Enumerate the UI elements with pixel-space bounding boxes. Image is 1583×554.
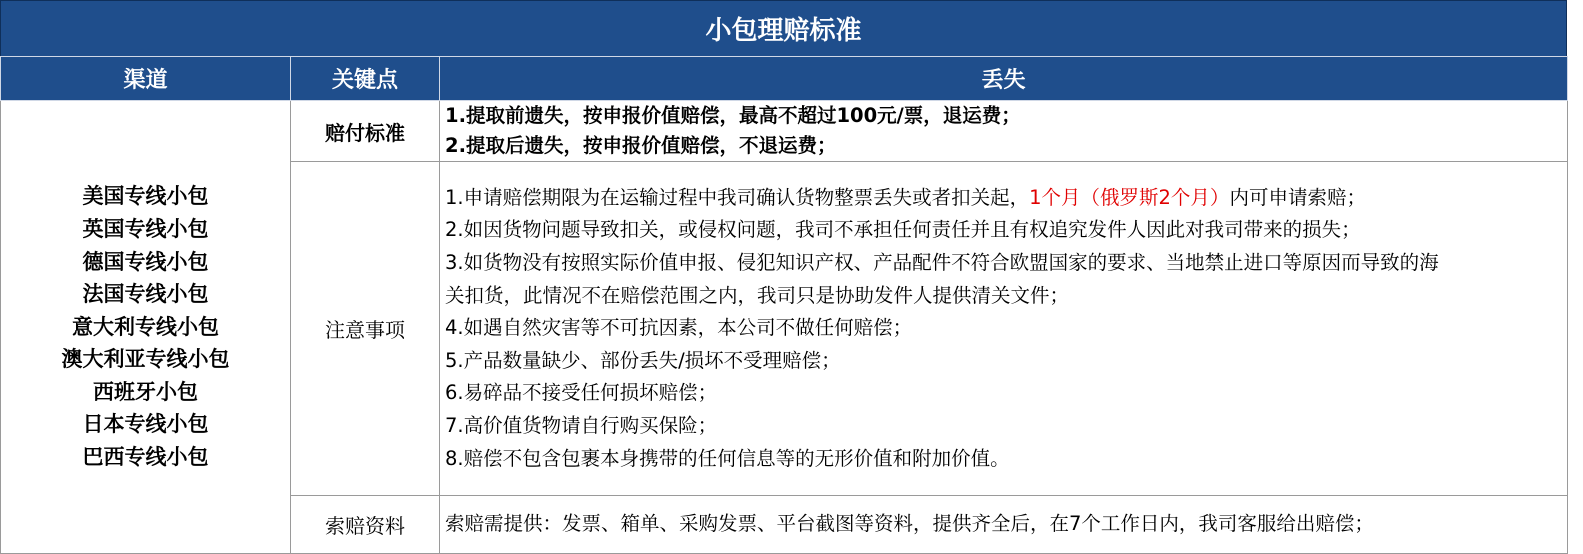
header-row — [1, 57, 1568, 101]
channel-item: 法国专线小包 — [82, 282, 209, 307]
note-line-8: 8.赔偿不包含包裹本身携带的任何信息等的无形价值和附加价值。 — [445, 446, 1010, 470]
key-claims: 索赔资料 — [291, 496, 440, 554]
note-line-3a: 3.如货物没有按照实际价值申报、侵犯知识产权、产品配件不符合欧盟国家的要求、当地禁止进口等原因而导致的海 — [445, 251, 1439, 275]
header-key-point: 关键点 — [291, 57, 440, 101]
note-line-1-text: 1.申请赔偿期限为在运输过程中我司确认货物整票丢失或者扣关起， — [445, 185, 1030, 209]
sheet-title: 小包理赔标准 — [0, 0, 1567, 56]
notes-content — [440, 162, 1568, 496]
note-line-7: 7.高价值货物请自行购买保险； — [445, 413, 718, 437]
note-line-3b: 关扣货，此情况不在赔偿范围之内，我司只是协助发件人提供清关文件； — [445, 283, 1070, 307]
channel-item: 英国专线小包 — [82, 216, 209, 241]
note-line-2: 2.如因货物问题导致扣关，或侵权问题，我司不承担任何责任并且有权追究发件人因此对我司带来的损失； — [445, 218, 1361, 242]
channel-item: 意大利专线小包 — [72, 314, 219, 339]
channel-item: 美国专线小包 — [82, 184, 209, 209]
compensation-line: 2.提取后遗失，按申报价值赔偿，不退运费； — [445, 134, 837, 157]
compensation-content — [440, 101, 1568, 162]
compensation-line: 1.提取前遗失，按申报价值赔偿，最高不超过100元/票，退运费； — [445, 104, 1021, 127]
note-line-6: 6.易碎品不接受任何损坏赔偿； — [445, 381, 718, 405]
channel-item: 澳大利亚专线小包 — [61, 347, 230, 372]
note-line-4: 4.如遇自然灾害等不可抗因素，本公司不做任何赔偿； — [445, 316, 913, 340]
header-channel: 渠道 — [1, 57, 291, 101]
channel-list-cell — [1, 101, 291, 554]
header-loss: 丢失 — [440, 57, 1568, 101]
key-compensation: 赔付标准 — [291, 101, 440, 162]
channel-item: 西班牙小包 — [93, 379, 198, 404]
note-deadline-highlight: 1个月（俄罗斯2个月） — [1029, 185, 1230, 209]
note-line-1 — [445, 182, 1567, 215]
compensation-row — [1, 101, 1568, 162]
claims-table — [0, 56, 1568, 554]
channel-item: 德国专线小包 — [82, 249, 209, 274]
note-line-1-tail: 内可申请索赔； — [1229, 185, 1366, 209]
claims-content: 索赔需提供：发票、箱单、采购发票、平台截图等资料，提供齐全后，在7个工作日内，我司客服给出赔偿； — [440, 496, 1568, 554]
key-notes: 注意事项 — [291, 162, 440, 496]
channel-item: 巴西专线小包 — [82, 445, 209, 470]
channel-item: 日本专线小包 — [82, 412, 209, 437]
note-line-5: 5.产品数量缺少、部份丢失/损坏不受理赔偿； — [445, 348, 841, 372]
